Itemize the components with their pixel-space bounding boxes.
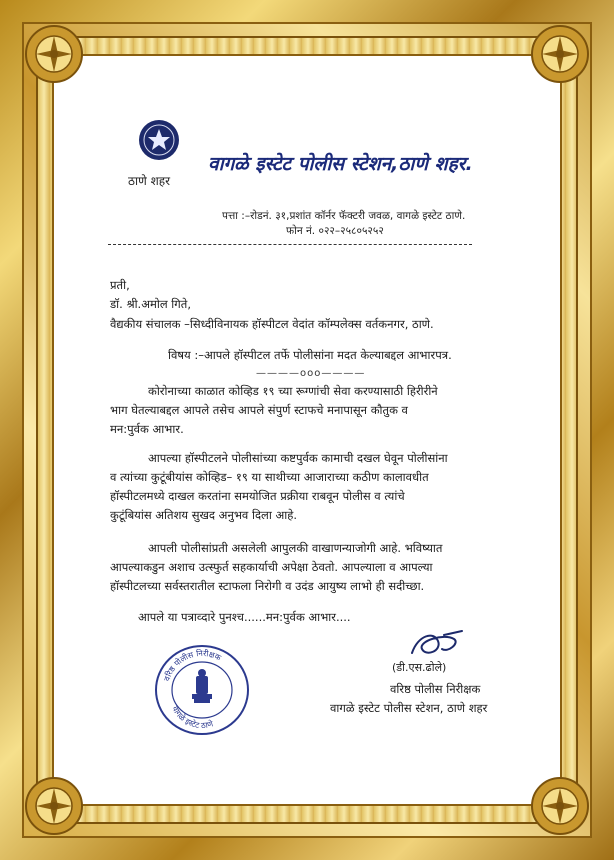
closing-line: आपले या पत्राव्दारे पुनश्च......मन:पुर्वक आभार.... bbox=[138, 610, 351, 624]
city-label: ठाणे शहर bbox=[128, 174, 171, 188]
recipient-name: डॉ. श्री.अमोल गिते, bbox=[110, 297, 191, 311]
paragraph-line: आपल्या हॉस्पीटलने पोलीसांच्या कष्टपुर्वक कामाची दखल घेवून पोलीसांना bbox=[148, 451, 448, 465]
recipient-role: वैद्यकीय संचालक –सिध्दीविनायक हॉस्पीटल वेदांत कॉम्पलेक्स वर्तकनगर, ठाणे. bbox=[110, 317, 434, 331]
address-line: पत्ता :–रोडनं. ३१,प्रशांत कॉर्नर फॅक्टरी जवळ, वागळे इस्टेट ठाणे. bbox=[222, 210, 466, 222]
paragraph-line: हॉस्पीटलमध्ये दाखल करतांना समयोजित प्रक्रीया राबवून पोलीस व त्यांचे bbox=[110, 489, 405, 503]
official-stamp-icon bbox=[152, 640, 252, 740]
paragraph-line: कुटूंबियांस अतिशय सुखद अनुभव दिला आहे. bbox=[110, 508, 297, 522]
signatory-name: (डी.एस.ढोले) bbox=[392, 661, 447, 674]
handwritten-signature bbox=[404, 627, 468, 663]
header-divider bbox=[108, 244, 472, 245]
signatory-organization: वागळे इस्टेट पोलीस स्टेशन, ठाणे शहर bbox=[330, 701, 488, 715]
paragraph-line: आपली पोलीसांप्रती असलेली आपुलकी वाखाणन्याजोगी आहे. भविष्यात bbox=[148, 541, 443, 555]
subject-line: विषय :–आपले हॉस्पीटल तर्फे पोलीसांना मदत केल्याबद्दल आभारपत्र. bbox=[168, 348, 452, 362]
station-title: वागळे इस्टेट पोलीस स्टेशन,ठाणे शहर. bbox=[208, 153, 473, 175]
paragraph-line: मन:पुर्वक आभार. bbox=[110, 422, 184, 436]
stamp-bottom-text: वागळे इस्टेट ठाणे bbox=[170, 704, 215, 731]
recipient-salutation: प्रती, bbox=[110, 278, 130, 292]
paragraph-line: कोरोनाच्या काळात कोव्हिड १९ च्या रूग्णांची सेवा करण्यासाठी हिरीरीने bbox=[148, 384, 438, 398]
paragraph-line: व त्यांच्या कुटूंबीयांस कोव्हिड– १९ या साथीच्या आजाराच्या कठीण कालावधीत bbox=[110, 470, 429, 484]
paragraph-line: हॉस्पीटलच्या सर्वस्तरातील स्टाफला निरोगी व उदंड आयुष्य लाभो ही सदीच्छा. bbox=[110, 579, 425, 593]
paragraph-line: भाग घेतल्याबद्दल आपले तसेच आपले संपुर्ण स्टाफचे मनापासून कौतुक व bbox=[110, 403, 408, 417]
police-emblem-icon bbox=[138, 119, 180, 161]
phone-line: फोन नं. ०२२–२५८०५२५२ bbox=[286, 225, 384, 237]
svg-text:वरिष्ठ पोलीस निरीक्षक bbox=[162, 648, 223, 682]
signatory-rank: वरिष्ठ पोलीस निरीक्षक bbox=[390, 682, 481, 696]
paragraph-line: आपल्याकडुन अशाच उत्स्फुर्त सहकार्याची अपेक्षा ठेवतो. आपल्याला व आपल्या bbox=[110, 560, 433, 574]
stamp-top-text: वरिष्ठ पोलीस निरीक्षक bbox=[162, 648, 223, 683]
subject-divider: ————ooo———— bbox=[256, 368, 366, 379]
